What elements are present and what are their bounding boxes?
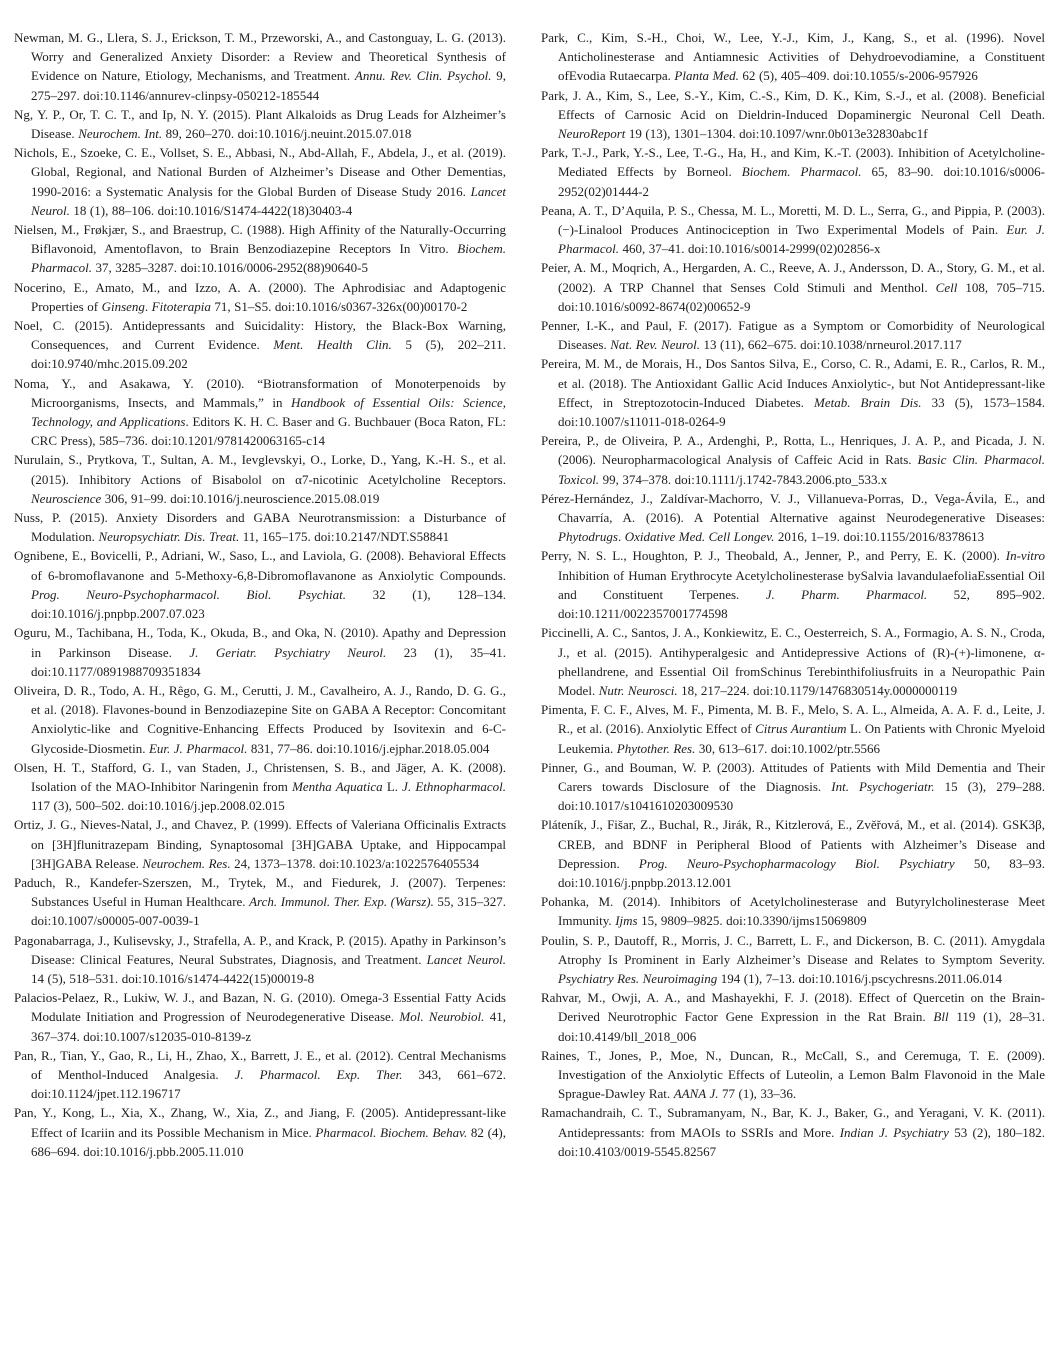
reference-journal-italic: Indian J. Psychiatry (839, 1124, 949, 1140)
reference-journal-italic: Annu. Rev. Clin. Psychol. (354, 68, 492, 84)
reference-text: Peana, A. T., D’Aquila, P. S., Chessa, M. L., Moretti, M. D. L., Serra, G., and Pippia, P. (2003). (−)-Linalool Produces Antinociception in Two Experimental Models of Pain. (541, 202, 1045, 238)
reference-entry (541, 1046, 1045, 1104)
reference-entry (14, 681, 506, 758)
reference-entry (14, 316, 506, 374)
reference-entry (541, 815, 1045, 892)
reference-entry (541, 892, 1045, 930)
reference-text: Olsen, H. T., Stafford, G. I., van Staden, J., Christensen, S. B., and Jäger, A. K. (2008). Isolation of the MAO-Inhibitor Naringenin from (14, 759, 506, 794)
reference-entry (541, 201, 1045, 259)
reference-journal-italic: Oxidative Med. Cell Longev. (624, 529, 775, 545)
reference-text: Piccinelli, A. C., Santos, J. A., Konkiewitz, E. C., Oesterreich, S. A., Formagio, A. S. N., Croda, J., et al. (2015). Antihyperalgesic and Antidepressive Actions of (R)-(+)-limonene, α-phellandrene, and Essential Oil fromSchinus Terebinthifoliusfruits in a Neuropathic Pain Model. (541, 625, 1045, 698)
reference-text: 119 (1), 28–31. doi:10.4149/bll_2018_006 (558, 1009, 1045, 1044)
reference-journal-italic: Arch. Immunol. Ther. Exp. (Warsz). (249, 894, 434, 910)
reference-entry (14, 623, 506, 681)
reference-text: Nurulain, S., Prytkova, T., Sultan, A. M., Ievglevskyi, O., Lorke, D., Yang, K.-H. S., et al. (2015). Inhibitory Actions of Bisabolol on α7-nicotinic Acetylcholine Receptors. (14, 452, 506, 487)
reference-journal-italic: Phytother. Res. (616, 740, 696, 756)
reference-journal-italic: AANA J. (673, 1086, 719, 1102)
reference-entry (541, 623, 1045, 700)
reference-text: Oguru, M., Tachibana, H., Toda, K., Okuda, B., and Oka, N. (2010). Apathy and Depression in Parkinson Disease. (14, 625, 506, 660)
reference-text: 19 (13), 1301–1304. doi:10.1097/wnr.0b013e32830abc1f (625, 126, 928, 142)
reference-journal-italic: Handbook of Essential Oils: Science, Technology, and Applications (31, 394, 506, 430)
reference-journal-italic: Basic Clin. Pharmacol. Toxicol. (558, 452, 1045, 487)
reference-entry (541, 354, 1045, 431)
reference-journal-italic: Neurochem. Int. (78, 126, 163, 142)
reference-entry (14, 278, 506, 316)
reference-text: 194 (1), 7–13. doi:10.1016/j.pscychresns.2011.06.014 (717, 970, 1002, 986)
references-column-left (14, 28, 506, 1161)
reference-text: Pinner, G., and Bouman, W. P. (2003). Attitudes of Patients with Mild Dementia and Their Carers towards Disclosure of the Diagnosis. (541, 759, 1045, 794)
reference-entry (541, 143, 1045, 201)
reference-journal-italic: Mentha Aquatica (292, 778, 383, 794)
reference-text: 99, 374–378. doi:10.1111/j.1742-7843.2006.pto_533.x (599, 471, 888, 487)
reference-entry (14, 1046, 506, 1104)
reference-entry (14, 988, 506, 1046)
reference-journal-italic: J. Geriatr. Psychiatry Neurol. (189, 644, 387, 660)
reference-text: 71, S1–S5. doi:10.1016/s0367-326x(00)00170-2 (210, 298, 468, 314)
reference-entry (541, 28, 1045, 86)
reference-entry (14, 758, 506, 816)
reference-journal-italic: Psychiatry Res. Neuroimaging (558, 970, 718, 986)
reference-text: 33 (5), 1573–1584. doi:10.1007/s11011-018-0264-9 (558, 394, 1045, 430)
reference-journal-italic: Neuropsychiatr. Dis. Treat. (98, 529, 240, 545)
reference-entry (14, 931, 506, 989)
reference-text: 11, 165–175. doi:10.2147/NDT.S58841 (239, 529, 450, 545)
reference-text: 89, 260–270. doi:10.1016/j.neuint.2015.07.018 (162, 126, 412, 142)
reference-text: 55, 315–327. doi:10.1007/s00005-007-0039-1 (31, 894, 506, 929)
reference-entry (541, 758, 1045, 816)
reference-text: . Editors K. H. C. Baser and G. Buchbauer (Boca Raton, FL: CRC Press), 585–736. doi:10.1201/9781420063165-c14 (31, 414, 506, 449)
reference-entry (14, 873, 506, 931)
reference-text: 343, 661–672. doi:10.1124/jpet.112.196717 (31, 1066, 507, 1102)
reference-journal-italic: Lancet Neurol. (426, 951, 507, 967)
reference-text: 52, 895–902. doi:10.1211/0022357001774598 (558, 586, 1045, 622)
reference-journal-italic: Int. Psychogeriatr. (831, 778, 935, 794)
reference-text: 2016, 1–19. doi:10.1155/2016/8378613 (774, 529, 985, 545)
reference-text: Pan, R., Tian, Y., Gao, R., Li, H., Zhao, X., Barrett, J. E., et al. (2012). Central Mechanisms of Menthol-Induced Analgesia. (14, 1047, 506, 1082)
reference-journal-italic: Prog. Neuro-Psychopharmacol. Biol. Psychiat. (31, 586, 346, 602)
reference-journal-italic: Biochem. Pharmacol. (741, 164, 862, 180)
reference-journal-italic: Prog. Neuro-Psychopharmacology Biol. Psychiatry (638, 855, 955, 871)
reference-entry (14, 220, 506, 278)
reference-journal-italic: Eur. J. Pharmacol. (558, 222, 1045, 257)
reference-text: 50, 83–93. doi:10.1016/j.pnpbp.2013.12.001 (558, 855, 1045, 890)
references-columns (14, 28, 1046, 1161)
reference-entry (14, 508, 506, 546)
reference-text: 37, 3285–3287. doi:10.1016/0006-2952(88)90640-5 (92, 260, 368, 276)
reference-entry (14, 1103, 506, 1161)
reference-text: Peier, A. M., Moqrich, A., Hergarden, A. C., Reeve, A. J., Andersson, D. A., Story, G. M., et al. (2002). A TRP Channel that Senses Cold Stimuli and Menthol. (541, 260, 1045, 295)
reference-text: Nuss, P. (2015). Anxiety Disorders and GABA Neurotransmission: a Disturbance of Modulation. (14, 510, 506, 545)
reference-text: 30, 613–617. doi:10.1002/ptr.5566 (695, 740, 880, 756)
reference-journal-italic: NeuroReport (558, 126, 626, 142)
reference-entry (541, 700, 1045, 758)
reference-text: 23 (1), 35–41. doi:10.1177/0891988709351834 (31, 644, 506, 679)
reference-journal-italic: J. Pharm. Pharmacol. (765, 586, 928, 602)
reference-text: Rahvar, M., Owji, A. A., and Mashayekhi, F. J. (2018). Effect of Quercetin on the Brain-Derived Neurotrophic Factor Gene Expression in the Rat Brain. (541, 990, 1045, 1025)
reference-text: Nocerino, E., Amato, M., and Izzo, A. A. (2000). The Aphrodisiac and Adaptogenic Properties of (14, 279, 506, 314)
reference-journal-italic: Ginseng (101, 298, 145, 314)
reference-text: Park, T.-J., Park, Y.-S., Lee, T.-G., Ha, H., and Kim, K.-T. (2003). Inhibition of Acetylcholine-Mediated Effects by Borneol. (541, 145, 1045, 180)
reference-text: Pohanka, M. (2014). Inhibitors of Acetylcholinesterase and Butyrylcholinesterase Meet Immunity. (541, 894, 1045, 929)
reference-journal-italic: Planta Med. (674, 68, 739, 84)
reference-entry (541, 258, 1045, 316)
reference-journal-italic: Mol. Neurobiol. (399, 1009, 485, 1025)
reference-text: L. On Patients with Chronic Myeloid Leukemia. (558, 721, 1045, 756)
reference-text: . (617, 529, 625, 545)
reference-entry (14, 143, 506, 220)
reference-text: 32 (1), 128–134. doi:10.1016/j.pnpbp.2007.07.023 (31, 586, 506, 622)
reference-text: 15 (3), 279–288. doi:10.1017/s1041610203009530 (558, 778, 1045, 814)
reference-text: Inhibition of Human Erythrocyte Acetylcholinesterase bySalvia lavandulaefoliaEssential Oil and Constituent Terpenes. (558, 567, 1045, 602)
reference-text: Nielsen, M., Frøkjær, S., and Braestrup, C. (1988). High Affinity of the Naturally-Occurring Biflavonoid, Amentoflavon, to Brain Benzodiazepine Receptors In Vitro. (14, 222, 506, 257)
reference-text: . (144, 298, 152, 314)
reference-text: 15, 9809–9825. doi:10.3390/ijms15069809 (637, 913, 867, 929)
reference-text: 460, 37–41. doi:10.1016/s0014-2999(02)02856-x (619, 241, 881, 257)
reference-journal-italic: Neurochem. Res. (142, 855, 231, 871)
reference-journal-italic: Metab. Brain Dis. (813, 394, 922, 410)
reference-text: Ng, Y. P., Or, T. C. T., and Ip, N. Y. (2015). Plant Alkaloids as Drug Leads for Alzheimer’s Disease. (14, 106, 506, 142)
reference-text: Pimenta, F. C. F., Alves, M. F., Pimenta, M. B. F., Melo, S. A. L., Almeida, A. A. F. d., Leite, J. R., et al. (2016). Anxiolytic Effect of (541, 702, 1045, 737)
reference-entry (541, 431, 1045, 489)
reference-entry (541, 489, 1045, 547)
reference-text: Pan, Y., Kong, L., Xia, X., Zhang, W., Xia, Z., and Jiang, F. (2005). Antidepressant-like Effect of Icariin and its Possible Mechanism in Mice. (14, 1105, 506, 1140)
reference-text: 41, 367–374. doi:10.1007/s12035-010-8139-z (31, 1009, 507, 1044)
reference-text: Nichols, E., Szoeke, C. E., Vollset, S. E., Abbasi, N., Abd-Allah, F., Abdela, J., et al. (2019). Global, Regional, and National Burden of Alzheimer’s Disease and Other Dementias, 1990-2016: a Systematic Analysis for the Global Burden of Disease Study 2016. (14, 145, 506, 199)
reference-journal-italic: Fitoterapia (151, 298, 211, 314)
reference-entry (14, 28, 506, 105)
reference-text: Ortiz, J. G., Nieves-Natal, J., and Chavez, P. (1999). Effects of Valeriana Officinalis Extracts on [3H]flunitrazepam Binding, Synaptosomal [3H]GABA Uptake, and Hippocampal [3H]GABA Release. (14, 817, 506, 871)
reference-text: Noma, Y., and Asakawa, Y. (2010). “Biotransformation of Monoterpenoids by Microorganisms, Insects, and Mammals,” in (14, 375, 506, 410)
reference-journal-italic: Cell (935, 279, 958, 295)
reference-journal-italic: Biochem. Pharmacol. (31, 241, 506, 276)
reference-text: Park, J. A., Kim, S., Lee, S.-Y., Kim, C.-S., Kim, D. K., Kim, S.-J., et al. (2008). Beneficial Effects of Carnosic Acid on Dieldrin-Induced Dopaminergic Neuronal Cell Death. (541, 87, 1045, 122)
reference-text: 18 (1), 88–106. doi:10.1016/S1474-4422(18)30403-4 (69, 202, 353, 218)
reference-journal-italic: Ijms (615, 913, 638, 929)
reference-text: Palacios-Pelaez, R., Lukiw, W. J., and Bazan, N. G. (2010). Omega-3 Essential Fatty Acids Modulate Initiation and Progression of Neurodegenerative Disease. (14, 990, 506, 1025)
reference-text: Poulin, S. P., Dautoff, R., Morris, J. C., Barrett, L. F., and Dickerson, B. C. (2011). Amygdala Atrophy Is Prominent in Early Alzheimer’s Disease and Relates to Symptom Severity. (541, 932, 1045, 967)
reference-entry (541, 988, 1045, 1046)
reference-journal-italic: Ment. Health Clin. (273, 337, 392, 353)
reference-entry (541, 1103, 1045, 1161)
reference-text: 5 (5), 202–211. doi:10.9740/mhc.2015.09.202 (31, 337, 506, 372)
reference-text: 9, 275–297. doi:10.1146/annurev-clinpsy-050212-185544 (31, 68, 506, 103)
reference-entry (14, 546, 506, 623)
reference-journal-italic: Nutr. Neurosci. (598, 682, 678, 698)
references-column-right (541, 28, 1045, 1161)
reference-journal-italic: Lancet Neurol. (31, 183, 506, 218)
reference-text: 65, 83–90. doi:10.1016/s0006-2952(02)01444-2 (558, 164, 1045, 199)
reference-text: 14 (5), 518–531. doi:10.1016/s1474-4422(15)00019-8 (31, 970, 315, 986)
reference-text: Perry, N. S. L., Houghton, P. J., Theobald, A., Jenner, P., and Perry, E. K. (2000). (541, 548, 1006, 564)
reference-text: Penner, I.-K., and Paul, F. (2017). Fatigue as a Symptom or Comorbidity of Neurological Diseases. (541, 318, 1045, 353)
reference-text: 53 (2), 180–182. doi:10.4103/0019-5545.82567 (558, 1124, 1046, 1159)
reference-entry (541, 931, 1045, 989)
reference-text: Pereira, P., de Oliveira, P. A., Ardenghi, P., Rotta, L., Henriques, J. A. P., and Picada, J. N. (2006). Neuropharmacological Analysis of Caffeic Acid in Rats. (541, 433, 1045, 468)
reference-text: 24, 1373–1378. doi:10.1023/a:1022576405534 (230, 855, 480, 871)
reference-journal-italic: Nat. Rev. Neurol. (610, 337, 700, 353)
reference-journal-italic: Eur. J. Pharmacol. (148, 740, 248, 756)
reference-text: 108, 705–715. doi:10.1016/s0092-8674(02)00652-9 (558, 279, 1045, 314)
reference-text: Pereira, M. M., de Morais, H., Dos Santos Silva, E., Corso, C. R., Adami, E. R., Carlos, R. M., et al. (2018). The Antioxidant Gallic Acid Induces Anxiolytic-, but Not Antidepressant-like Effect, in Streptozotocin-Induced Diabetes. (541, 356, 1045, 410)
reference-text: 82 (4), 686–694. doi:10.1016/j.pbb.2005.11.010 (31, 1124, 506, 1159)
reference-journal-italic: In-vitro (1005, 548, 1045, 564)
reference-journal-italic: Phytodrugs (558, 529, 618, 545)
reference-text: Ramachandraih, C. T., Subramanyam, N., Bar, K. J., Baker, G., and Yeragani, V. K. (2011). Antidepressants: from MAOIs to SSRIs and More. (541, 1105, 1045, 1140)
reference-entry (14, 815, 506, 873)
reference-entry (14, 450, 506, 508)
reference-text: Paduch, R., Kandefer-Szerszen, M., Trytek, M., and Fiedurek, J. (2007). Terpenes: Substances Useful in Human Healthcare. (14, 874, 506, 910)
reference-text: Pagonabarraga, J., Kulisevsky, J., Strafella, A. P., and Krack, P. (2015). Apathy in Parkinson’s Disease: Clinical Features, Neural Substrates, Diagnosis, and Treatment. (14, 932, 506, 967)
reference-text: Newman, M. G., Llera, S. J., Erickson, T. M., Przeworski, A., and Castonguay, L. G. (2013). Worry and Generalized Anxiety Disorder: a Review and Theoretical Synthesis of Evidence on Nature, Etiology, Mechanisms, and Treatment. (14, 30, 506, 84)
reference-text: Pérez-Hernández, J., Zaldívar-Machorro, V. J., Villanueva-Porras, D., Vega-Ávila, E., and Chavarría, A. (2016). A Potential Alternative against Neurodegenerative Diseases: (541, 490, 1045, 526)
reference-text: 117 (3), 500–502. doi:10.1016/j.jep.2008.02.015 (31, 798, 285, 814)
reference-text: 62 (5), 405–409. doi:10.1055/s-2006-957926 (738, 68, 978, 84)
reference-journal-italic: J. Ethnopharmacol. (402, 778, 506, 794)
reference-text: 77 (1), 33–36. (718, 1086, 797, 1102)
reference-text: 18, 217–224. doi:10.1179/1476830514y.0000000119 (677, 682, 958, 698)
reference-text: Raines, T., Jones, P., Moe, N., Duncan, R., McCall, S., and Ceremuga, T. E. (2009). Investigation of the Anxiolytic Effects of Luteolin, a Lemon Balm Flavonoid in the Male Sprague-Dawley Rat. (541, 1047, 1045, 1102)
reference-text: 306, 91–99. doi:10.1016/j.neuroscience.2015.08.019 (101, 490, 380, 506)
reference-journal-italic: Pharmacol. Biochem. Behav. (315, 1124, 468, 1140)
reference-text: Noel, C. (2015). Antidepressants and Suicidality: History, the Black-Box Warning, Consequences, and Current Evidence. (14, 318, 506, 353)
reference-text: Ognibene, E., Bovicelli, P., Adriani, W., Saso, L., and Laviola, G. (2008). Behavioral Effects of 6-bromoflavanone and 5-Methoxy-6,8-Dibromoflavanone as Anxiolytic Compounds. (14, 548, 506, 583)
reference-entry (541, 546, 1045, 623)
reference-text: 831, 77–86. doi:10.1016/j.ejphar.2018.05.004 (247, 740, 490, 756)
reference-text: L. (382, 778, 403, 794)
reference-journal-italic: Bll (933, 1009, 949, 1025)
reference-entry (541, 86, 1045, 144)
reference-text: Park, C., Kim, S.-H., Choi, W., Lee, Y.-J., Kim, J., Kang, S., et al. (1996). Novel Anticholinesterase and Antiamnesic Activities of Dehydroevodiamine, a Constituent ofEvodia Rutaecarpa. (541, 30, 1045, 84)
reference-entry (541, 316, 1045, 354)
reference-journal-italic: Citrus Aurantium (755, 721, 847, 737)
reference-journal-italic: J. Pharmacol. Exp. Ther. (234, 1066, 403, 1082)
reference-text: Oliveira, D. R., Todo, A. H., Rêgo, G. M., Cerutti, J. M., Cavalheiro, A. J., Rando, D. G. G., et al. (2018). Flavones-bound in Benzodiazepine Site on GABA A Receptor: Concomitant Anxiolytic-like and Cognitive-Enhancing Effects Produced by Isovitexin and 6-C-Glycoside-Diosmetin. (14, 682, 506, 756)
reference-text: Pláteník, J., Fišar, Z., Buchal, R., Jirák, R., Kitzlerová, E., Zvěřová, M., et al. (2014). GSK3β, CREB, and BDNF in Peripheral Blood of Patients with Alzheimer’s Disease and Depression. (541, 817, 1045, 871)
reference-text: 13 (11), 662–675. doi:10.1038/nrneurol.2017.117 (699, 337, 962, 353)
reference-entry (14, 105, 506, 143)
reference-journal-italic: Neuroscience (31, 490, 102, 506)
reference-entry (14, 374, 506, 451)
